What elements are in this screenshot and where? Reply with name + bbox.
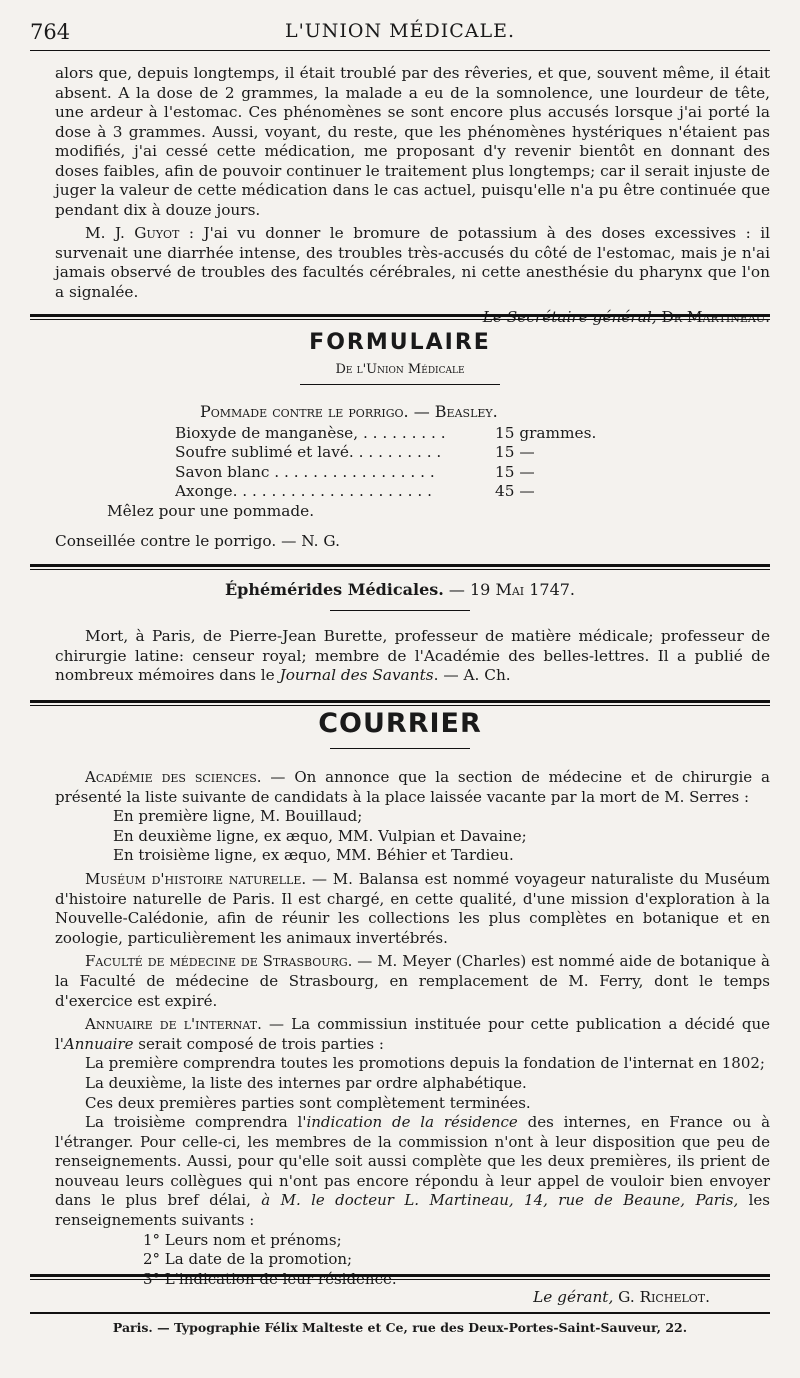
ephemerides-signature: . — A. Ch.: [433, 666, 511, 684]
recipe-usage: Conseillée contre le porrigo. — N. G.: [55, 532, 340, 550]
candidate-line: En deuxième ligne, ex æquo, MM. Vulpian et Davaine;: [113, 826, 527, 845]
faculte-text: — M. Meyer (Charles) est nommé aide de botanique à la Faculté de médecine de Strasbourg, en remplacement de M. Ferry, dont le temps d'exercice est expiré.: [55, 952, 770, 1010]
third-part-c: les renseignements suivants :: [55, 1191, 770, 1230]
part-line: La deuxième, la liste des internes par ordre alphabétique.: [85, 1073, 527, 1092]
ingredient-row: [175, 424, 770, 444]
faculte-paragraph: [55, 952, 770, 1011]
gerant-name: G. Richelot.: [613, 1288, 710, 1306]
museum-paragraph: [55, 870, 770, 948]
courrier-title: COURRIER: [318, 708, 482, 739]
recipe-instruction: Mêlez pour une pommade.: [107, 501, 315, 520]
academie-text: — On annonce que la section de médecine et de chirurgie a présenté la liste suivante de candidats à la place laissée vacante par la mort de M. Serres :: [55, 768, 770, 806]
annuaire-heading: Annuaire de l'internat.: [85, 1015, 262, 1034]
section-rule: [30, 314, 770, 320]
signature-role: Le Secrétaire général,: [482, 308, 657, 326]
info-list: [55, 1231, 770, 1290]
courrier-rule: [330, 748, 470, 749]
imprint-line: Paris. — Typographie Félix Malteste et Ce, rue des Deux-Portes-Saint-Sauveur, 22.: [112, 1320, 688, 1335]
recipe-title: Pommade contre le porrigo. — Beasley.: [200, 402, 498, 421]
signature-name: Dr Martineau.: [656, 308, 770, 326]
intro-paragraph: alors que, depuis longtemps, il était troublé par des rêveries, et que, souvent même, il était absent. A la dose de 2 grammes, la malade a eu de la somnolence, une lourdeur de tête, une ardeur à l'estomac. Ces phénomènes se sont encore plus accusés lorsque j'ai porté la dose à 3 grammes. Aussi, voyant, du reste, que les phénomènes hystériques n'étaient pas modifiés, j'ai cessé cette médication, me proposant d'y revenir bientôt en donnant des doses faibles, afin de pouvoir continuer le traitement plus longtemps; car il serait injuste de juger la valeur de cette médication dans le cas actuel, puisqu'elle n'a pu être continuée que pendant dix à douze jours.: [55, 64, 770, 219]
formulaire-title: FORMULAIRE: [309, 330, 491, 355]
ingredient-row: [175, 463, 770, 483]
recipe: [80, 402, 770, 521]
ephemerides-rule: [330, 610, 470, 611]
ephemerides-journal: Journal des Savants: [279, 666, 434, 684]
third-part-b: des internes, en France ou à l'étranger. Pour celle-ci, les membres de la commission n'ont à leur disposition que peu de renseignements. Aussi, pour qu'elle soit aussi complète que les deux premières, ils prient de nouveau leurs collègues qui n'ont pas encore répondu à leur appel de vouloir bien envoyer dans le plus bref délai,: [55, 1113, 771, 1210]
ingredient-name: Bioxyde de manganèse, . . . . . . . . .: [175, 423, 446, 442]
ingredient-name: Axonge. . . . . . . . . . . . . . . . . . . . .: [175, 482, 432, 500]
contact-address: à M. le docteur L. Martineau, 14, rue de Beaune, Paris,: [261, 1191, 739, 1210]
ingredient-name: Savon blanc . . . . . . . . . . . . . . . . .: [175, 462, 435, 481]
speaker-name: M. J. Guyot: [85, 224, 180, 242]
journal-title: L'UNION MÉDICALE.: [284, 20, 516, 42]
academie-heading: Académie des sciences.: [85, 768, 262, 786]
guyot-paragraph: [55, 224, 770, 302]
ingredient-qty: 15 grammes.: [495, 423, 597, 442]
academie-paragraph: [55, 768, 770, 807]
ingredient-qty: 45 —: [495, 482, 535, 500]
third-part-paragraph: [55, 1113, 770, 1231]
info-item: 2° La date de la promotion;: [143, 1250, 353, 1269]
footer-rule: [30, 1274, 770, 1280]
ingredient-qty: 15 —: [495, 462, 535, 481]
annuaire-text2: serait composé de trois parties :: [133, 1034, 384, 1053]
annuaire-italic: Annuaire: [63, 1034, 134, 1053]
annuaire-text1: — La commissiun instituée pour cette publication a décidé que l': [55, 1015, 771, 1053]
ephemerides-body: Mort, à Paris, de Pierre-Jean Burette, professeur de matière médicale; professeur de chirurgie latine: censeur royal; membre de l'Académie des belles-lettres. Il a publié de nombreux mémoires dans le: [55, 627, 770, 684]
running-header: [30, 18, 770, 48]
ingredient-list: [80, 424, 770, 502]
candidate-line: En troisième ligne, ex æquo, MM. Béhier et Tardieu.: [113, 846, 514, 865]
museum-heading: Muséum d'histoire naturelle.: [85, 869, 307, 888]
page-number: 764: [30, 20, 71, 44]
guyot-text: : J'ai vu donner le bromure de potassium à des doses excessives : il survenait une diarrhée intense, des troubles très-accusés du côté de l'estomac, mais je n'ai jamais observé de troubles des facultés cérébrales, ni cette anesthésie du pharynx que l'on a signalée.: [55, 224, 770, 301]
faculte-heading: Faculté de médecine de Strasbourg.: [85, 952, 353, 971]
ephemerides-paragraph: [55, 627, 770, 686]
third-part-italic: indication de la résidence: [306, 1113, 518, 1132]
candidate-list: [55, 807, 770, 866]
ephemerides-text: [55, 627, 770, 686]
header-rule: [30, 50, 770, 51]
section-rule: [30, 564, 770, 570]
museum-text: — M. Balansa est nommé voyageur naturaliste du Muséum d'histoire naturelle de Paris. Il est chargé, en cette qualité, d'une mission d'exploration à la Nouvelle-Calédonie, afin de réunir les collections les plus complètes en botanique et en zoologie, particulièrement les animaux invertébrés.: [55, 869, 770, 947]
third-part-a: La troisième comprendra l': [85, 1113, 307, 1132]
ephemerides-date: — 19 Mai 1747.: [443, 580, 576, 599]
annuaire-paragraph: [55, 1015, 770, 1054]
section-rule: [30, 700, 770, 706]
ingredient-qty: 15 —: [495, 443, 535, 461]
intro-section: [55, 64, 770, 328]
gerant-signature: [55, 1288, 710, 1308]
formulaire-subtitle: De l'Union Médicale: [335, 362, 465, 377]
info-item: 3° L'indication de leur résidence.: [143, 1269, 397, 1288]
imprint-rule: [30, 1312, 770, 1314]
courrier-section: [55, 768, 770, 1289]
candidate-line: En première ligne, M. Bouillaud;: [113, 807, 363, 826]
subtitle-rule: [300, 384, 500, 385]
ephemerides-title: Éphémérides Médicales.: [224, 580, 444, 599]
ephemerides-heading: [30, 580, 770, 600]
part-line: Ces deux premières parties sont complètement terminées.: [85, 1093, 531, 1112]
info-item: 1° Leurs nom et prénoms;: [143, 1230, 342, 1249]
ingredient-row: [175, 443, 770, 463]
gerant-role: Le gérant,: [533, 1288, 614, 1306]
part-line: La première comprendra toutes les promotions depuis la fondation de l'internat en 1802;: [85, 1054, 765, 1073]
ingredient-row: [175, 482, 770, 502]
ingredient-name: Soufre sublimé et lavé. . . . . . . . . .: [175, 443, 442, 461]
